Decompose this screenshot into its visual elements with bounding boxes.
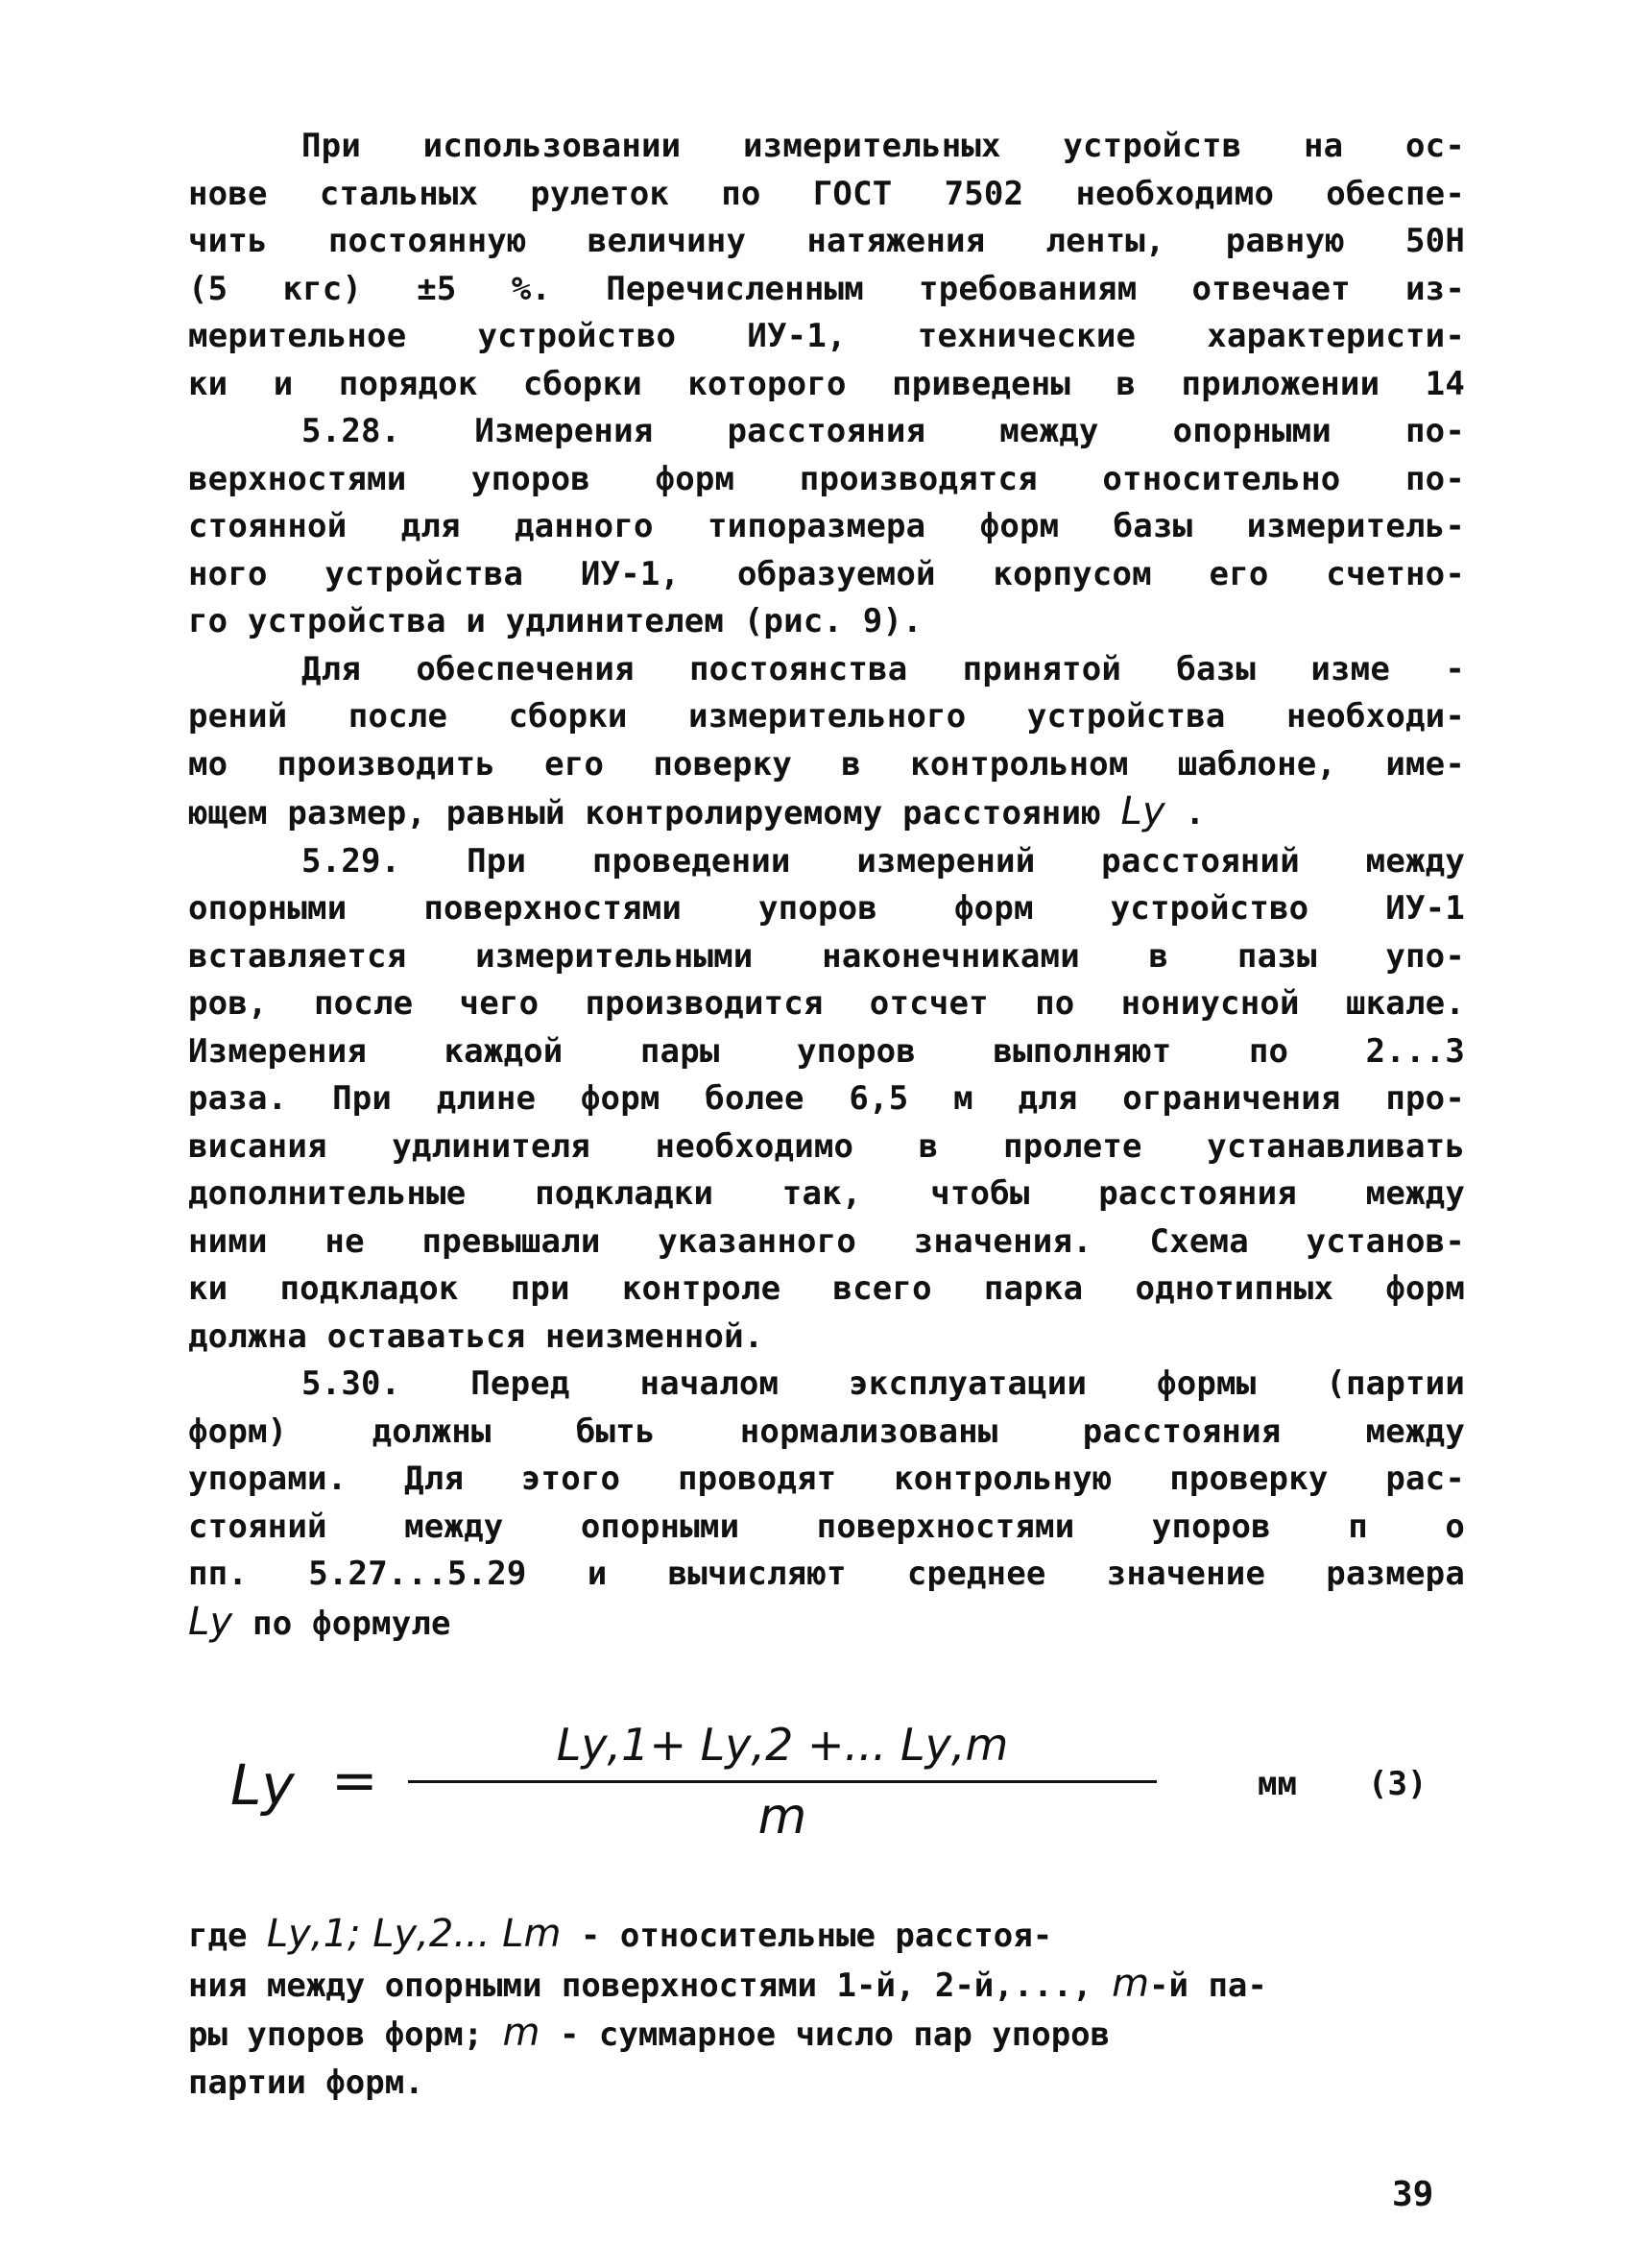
formula-3 [230,1719,1469,1863]
text-line: При использовании измерительных устройств на ос- [301,127,1465,165]
handwritten-symbol: m [502,2011,540,2055]
formula-lhs: Lу [230,1752,295,1818]
formula-number: (3) [1368,1765,1428,1803]
text-line: мо производить его поверку в контрольном шаблоне, име- [188,744,1465,784]
text-line: пп. 5.27...5.29 и вычисляют среднее значение размера [188,1555,1465,1593]
text-segment: где [188,1917,267,1955]
text-segment: по формуле [232,1604,451,1643]
text-line: чить постоянную величину натяжения ленты, равную 50Н [188,222,1465,260]
text-segment: - относительные расстоя- [561,1917,1053,1955]
text-line: ров, после чего производится отсчет по нониусной шкале. [188,984,1465,1023]
text-line [188,2010,1465,2060]
text-line: рений после сборки измерительного устройства необходи- [188,697,1465,736]
text-line: 5.30. Перед началом эксплуатации формы (партии [301,1364,1465,1403]
text-line: опорными поверхностями упоров форм устройство ИУ-1 [188,889,1465,928]
text-line: нове стальных рулеток по ГОСТ 7502 необходимо обеспе- [188,174,1465,213]
handwritten-symbol: Lу [1120,789,1165,833]
text-line: партии форм. [188,2063,424,2102]
text-line: го устройства и удлинителем (рис. 9). [188,602,923,640]
text-line: ними не превышали указанного значения. Схема установ- [188,1221,1465,1261]
handwritten-symbol: Lу,1; Lу,2... Lm [266,1912,562,1956]
text-line: должна оставаться неизменной. [188,1316,764,1356]
text-segment: . [1164,794,1206,832]
text-line: вставляется измерительными наконечниками в пазы упо- [188,936,1465,976]
text-line: форм) должны быть нормализованы расстояния между [188,1411,1465,1451]
text-line [188,1911,1465,1961]
text-line: ки и порядок сборки которого приведены в приложении 14 [188,364,1465,403]
text-line: мерительное устройство ИУ-1, технические характеристи- [188,317,1465,355]
fraction-bar [408,1780,1157,1783]
formula-equals: = [331,1748,378,1813]
text-line: висания удлинителя необходимо в пролете устанавливать [188,1126,1465,1166]
text-line: стояний между опорными поверхностями упоров п о [188,1507,1465,1546]
text-line: упорами. Для этого проводят контрольную проверку рас- [188,1460,1465,1498]
handwritten-symbol: m [1112,1961,1150,2006]
text-segment: - суммарное число пар упоров [540,2015,1111,2054]
formula-explanation [188,1911,1465,2107]
text-segment: -й па- [1149,1966,1267,2005]
text-line: Измерения каждой пары упоров выполняют по 2...3 [188,1031,1465,1071]
text-line [188,1599,1465,1649]
text-line: Для обеспечения постоянства принятой базы изме - [301,649,1465,688]
text-line: верхностями упоров форм производятся относительно по- [188,459,1465,498]
text-line: дополнительные подкладки так, чтобы расстояния между [188,1174,1465,1213]
text-segment: ры упоров форм; [188,2015,503,2054]
text-line [188,788,1465,838]
text-segment: ния между опорными поверхностями 1-й, 2-й,..., [188,1966,1113,2005]
formula-denominator: m [757,1788,807,1846]
formula-numerator: Lу,1+ Lу,2 +... Lу,m [556,1719,1009,1771]
text-line: 5.28. Измерения расстояния между опорными по- [301,412,1465,450]
text-line: стоянной для данного типоразмера форм базы измеритель- [188,507,1465,545]
text-line: (5 кгс) ±5 %. Перечисленным требованиям отвечает из- [188,269,1465,308]
formula-unit: мм [1258,1765,1297,1803]
page-number: 39 [1392,2175,1434,2214]
text-line [188,1961,1465,2011]
handwritten-symbol: Lу [188,1599,233,1644]
text-line: ного устройства ИУ-1, образуемой корпусом его счетно- [188,554,1465,593]
text-segment: ющем размер, равный контролируемому расстоянию [188,794,1121,832]
text-line: раза. При длине форм более 6,5 м для ограничения про- [188,1079,1465,1118]
body-text [188,123,1465,1648]
text-line: 5.29. При проведении измерений расстояний между [301,841,1465,881]
text-line: ки подкладок при контроле всего парка однотипных форм [188,1269,1465,1308]
